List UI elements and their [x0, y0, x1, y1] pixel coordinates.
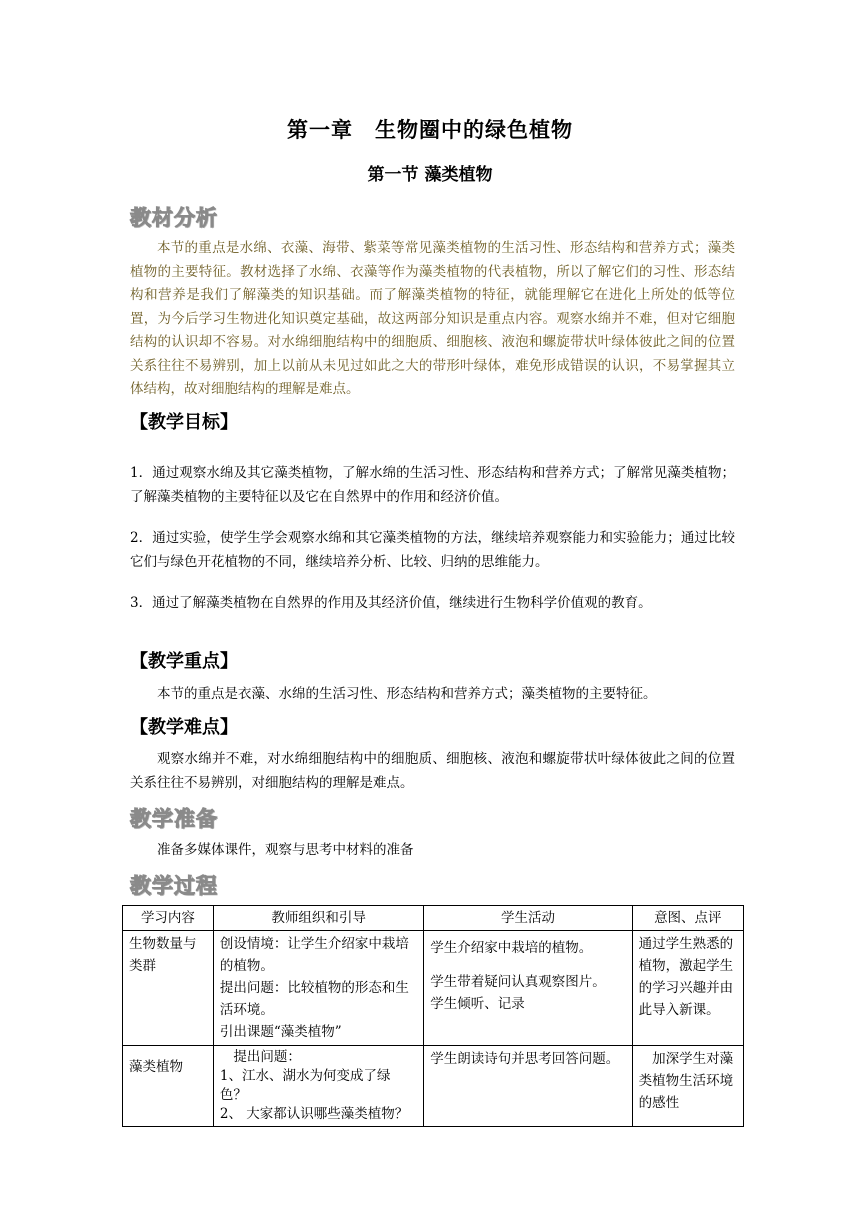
- row2-teacher-line: 1、江水、湖水为何变成了绿色？: [219, 1068, 391, 1103]
- header-teacher: 教师组织和引导: [213, 906, 423, 931]
- objective-item-3: 3．通过了解藻类植物在自然界的作用及其经济价值，继续进行生物科学价值观的教育。: [130, 595, 652, 611]
- row1-teacher-line: 提出问题：比较植物的形态和生活环境。: [219, 980, 409, 1018]
- process-heading: 教学过程: [130, 874, 218, 898]
- material-analysis-heading: 教材分析: [130, 206, 218, 230]
- row1-student-line: 学生介绍家中栽培的植物。: [430, 940, 593, 956]
- table-row: [123, 931, 744, 1046]
- row2-teacher-line: 提出问题：: [219, 1049, 301, 1065]
- row1-content: 生物数量与类群: [123, 931, 214, 1046]
- difficulties-text: 观察水绵并不难，对水绵细胞结构中的细胞质、细胞核、液泡和螺旋带状叶绿体彼此之间的位置关系往往不易辨别，对细胞结构的理解是难点。: [130, 751, 735, 791]
- row2-student: [424, 1046, 632, 1127]
- preparation-text: 准备多媒体课件，观察与思考中材料的准备: [157, 842, 414, 858]
- row2-teacher: [213, 1046, 423, 1127]
- row1-student: [424, 931, 632, 1046]
- table-header-row: [123, 906, 744, 931]
- preparation-heading: 教学准备: [130, 807, 218, 831]
- row1-intent: 通过学生熟悉的植物，激起学生的学习兴趣并由此导入新课。: [632, 931, 743, 1046]
- row2-student-line: 学生朗读诗句并思考回答问题。: [430, 1051, 620, 1067]
- material-analysis-text: 本节的重点是水绵、衣藻、海带、紫菜等常见藻类植物的生活习性、形态结构和营养方式；藻类植物的主要特征。教材选择了水绵、衣藻等作为藻类植物的代表植物，所以了解它们的习性、形态结构和营养是我们了解藻类的知识基础。而了解藻类植物的特征，就能理解它在进化上所处的低等位置，为今后学习生物进化知识奠定基础，故这两部分知识是重点内容。观察水绵并不难，但对它细胞结构的认识却不容易。对水绵细胞结构中的细胞质、细胞核、液泡和螺旋带状叶绿体彼此之间的位置关系往往不易辨别，加上以前从未见过如此之大的带形叶绿体，难免形成错误的认识，不易掌握其立体结构，故对细胞结构的理解是难点。: [130, 240, 735, 397]
- row1-teacher-line: 创设情境：让学生介绍家中栽培的植物。: [219, 936, 409, 974]
- row2-content: 藻类植物: [123, 1046, 214, 1127]
- table-row: [123, 1046, 744, 1127]
- row1-student-line: 学生带着疑问认真观察图片。: [430, 974, 606, 990]
- header-content: 学习内容: [123, 906, 214, 931]
- row1-student-line: 学生倾听、记录: [430, 996, 525, 1012]
- header-intent: 意图、点评: [632, 906, 743, 931]
- row2-intent: 加深学生对藻类植物生活环境的感性: [632, 1046, 743, 1127]
- difficulties-heading: 【教学难点】: [130, 717, 238, 738]
- objectives-heading: 【教学目标】: [130, 412, 238, 433]
- row2-teacher-line: 2、 大家都认识哪些藻类植物？: [219, 1106, 409, 1122]
- row1-teacher-line: 引出课题“藻类植物”: [219, 1024, 342, 1040]
- objective-item-1: 1．通过观察水绵及其它藻类植物，了解水绵的生活习性、形态结构和营养方式；了解常见藻类植物；了解藻类植物的主要特征以及它在自然界中的作用和经济价值。: [130, 465, 735, 505]
- objective-item-2: 2．通过实验，使学生学会观察水绵和其它藻类植物的方法，继续培养观察能力和实验能力；通过比较它们与绿色开花植物的不同，继续培养分析、比较、归纳的思维能力。: [130, 530, 735, 570]
- key-points-heading: 【教学重点】: [130, 651, 238, 672]
- header-student: 学生活动: [424, 906, 632, 931]
- key-points-text: 本节的重点是衣藻、水绵的生活习性、形态结构和营养方式；藻类植物的主要特征。: [157, 686, 657, 702]
- row1-teacher: [213, 931, 423, 1046]
- section-title: 第一节 藻类植物: [367, 165, 493, 185]
- chapter-title: 第一章 生物圈中的绿色植物: [287, 118, 573, 142]
- teaching-process-table: [122, 905, 744, 1127]
